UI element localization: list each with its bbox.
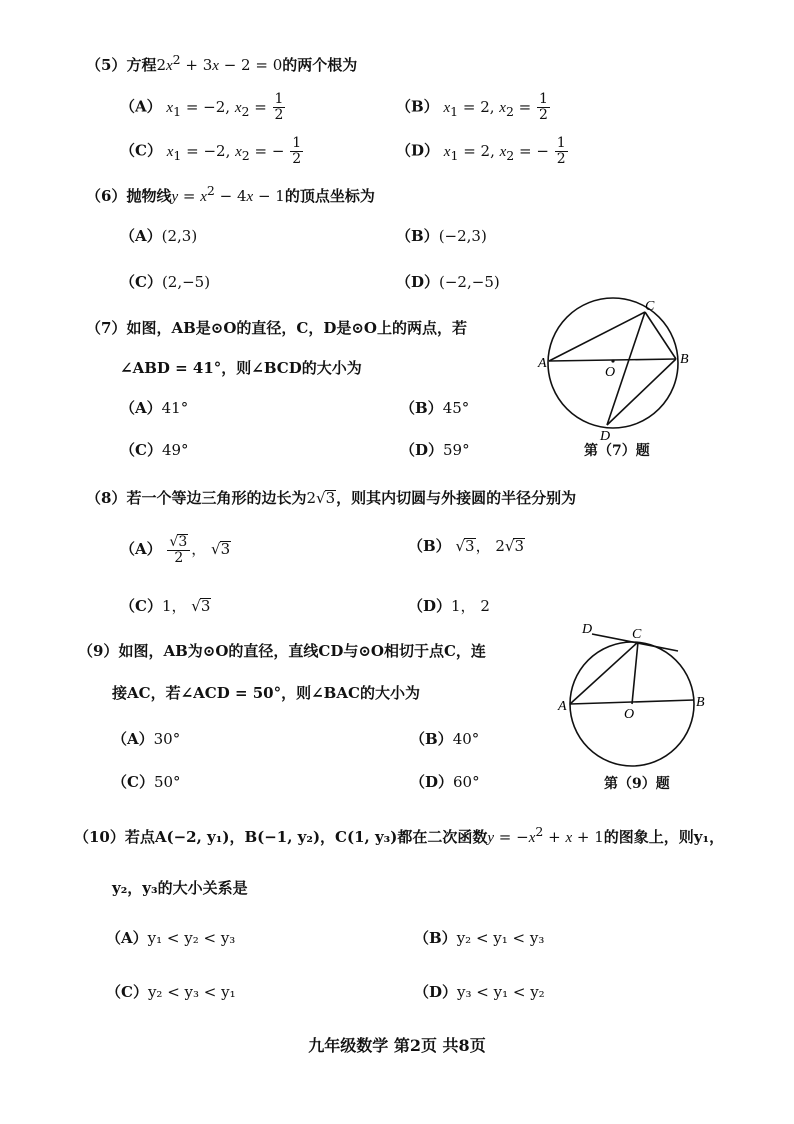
option-value: (−2,3) xyxy=(438,227,487,245)
option-value: $x_1 = -2$, $x_2$ = $\frac{1}{2}$ xyxy=(166,91,284,123)
option-label: （A） xyxy=(112,730,154,748)
page-footer: 九年级数学 第2页 共8页 xyxy=(308,1036,486,1055)
equation: $2x^2 + 3x - 2 = 0$ xyxy=(156,52,283,74)
q5-option-a[interactable] xyxy=(120,92,286,123)
label-a: A xyxy=(538,356,547,371)
label-b: B xyxy=(696,695,705,710)
segment-oc xyxy=(632,642,638,704)
question-number: （9） xyxy=(78,642,119,660)
q10-option-c[interactable] xyxy=(106,982,236,1002)
option-label: （C） xyxy=(120,597,162,615)
q6-option-b[interactable] xyxy=(396,226,487,246)
q9-option-a[interactable] xyxy=(112,729,180,749)
q6-option-c[interactable] xyxy=(120,272,210,292)
option-label: （D） xyxy=(410,773,454,791)
label-c: C xyxy=(632,627,642,642)
question-text: ，则其内切圆与外接圆的半径分别为 xyxy=(336,489,577,507)
q5-option-c[interactable] xyxy=(120,136,304,167)
question-9-line2 xyxy=(112,683,420,703)
option-value: (2,3) xyxy=(161,227,198,245)
question-number: （6） xyxy=(86,187,127,205)
label-b: B xyxy=(680,352,689,367)
q8-option-a[interactable] xyxy=(120,534,231,566)
q7-option-b[interactable] xyxy=(400,398,469,418)
option-value: $x_1 = 2$, $x_2$ = $\frac{1}{2}$ xyxy=(443,91,548,123)
figure-9 xyxy=(552,618,712,778)
option-label: （A） xyxy=(120,399,162,417)
option-label: （A） xyxy=(120,97,162,116)
option-value: 41° xyxy=(161,399,189,417)
segment-ac xyxy=(570,642,638,704)
center-point xyxy=(611,359,614,362)
q9-option-d[interactable] xyxy=(410,772,480,792)
question-10 xyxy=(74,822,724,848)
question-number: （5） xyxy=(86,56,127,74)
q10-option-a[interactable] xyxy=(106,928,235,948)
option-value: y₁ < y₂ < y₃ xyxy=(147,929,236,947)
q5-option-d[interactable] xyxy=(396,136,569,167)
option-label: （D） xyxy=(396,141,440,160)
option-label: （C） xyxy=(112,773,154,791)
option-label: （B） xyxy=(396,97,439,116)
option-value: $x_1 = -2$, $x_2$ = − $\frac{1}{2}$ xyxy=(166,135,302,167)
option-value: (2,−5) xyxy=(161,273,211,291)
question-number: （8） xyxy=(86,489,127,507)
option-label: （D） xyxy=(400,441,444,459)
question-7 xyxy=(86,318,467,338)
question-text: 接AC，若∠ACD = 50°，则∠BAC的大小为 xyxy=(112,684,420,702)
question-8 xyxy=(86,488,576,508)
q7-option-c[interactable] xyxy=(120,440,189,460)
q8-option-d[interactable] xyxy=(408,596,490,616)
q10-option-b[interactable] xyxy=(414,928,544,948)
option-label: （A） xyxy=(120,227,162,245)
q6-option-d[interactable] xyxy=(396,272,500,292)
option-label: （B） xyxy=(396,227,439,245)
option-label: （D） xyxy=(396,273,440,291)
option-label: （B） xyxy=(410,730,453,748)
question-10-line2 xyxy=(112,878,248,898)
question-text: 如图，AB为⊙O的直径，直线CD与⊙O相切于点C，连 xyxy=(118,642,486,660)
q9-option-b[interactable] xyxy=(410,729,479,749)
figure-9-caption: 第（9）题 xyxy=(604,776,670,792)
option-value-root: √3 xyxy=(186,597,211,615)
question-text: 的图象上，则y₁， xyxy=(603,828,725,846)
label-o: O xyxy=(624,707,635,722)
option-label: （A） xyxy=(106,929,148,947)
q6-option-a[interactable] xyxy=(120,226,197,246)
option-value: $\frac{√3}{2}$ ， √3 xyxy=(169,534,231,566)
question-5 xyxy=(86,50,357,76)
question-text: 若一个等边三角形的边长为 xyxy=(126,489,307,507)
q8-option-c[interactable] xyxy=(120,596,211,616)
q8-option-b[interactable] xyxy=(408,536,525,556)
option-value: 50° xyxy=(153,773,181,791)
option-label: （C） xyxy=(120,141,162,160)
question-text: 方程 xyxy=(126,56,157,74)
option-value: y₃ < y₁ < y₂ xyxy=(457,983,545,1001)
option-label: （B） xyxy=(400,399,443,417)
option-label: （C） xyxy=(120,273,162,291)
question-6 xyxy=(86,181,375,207)
option-label: （B） xyxy=(408,537,451,555)
option-value: 45° xyxy=(442,399,470,417)
question-text: y₂，y₃的大小关系是 xyxy=(112,879,248,897)
q7-option-d[interactable] xyxy=(400,440,470,460)
option-value: 1， 2 xyxy=(451,597,490,615)
label-a: A xyxy=(558,699,567,714)
question-text: 若点A(−2, y₁)，B(−1, y₂)，C(1, y₃)都在二次函数 xyxy=(124,828,488,846)
option-value: 60° xyxy=(453,773,480,791)
option-label: （B） xyxy=(414,929,457,947)
option-label: （D） xyxy=(414,983,458,1001)
question-number: （7） xyxy=(86,319,127,337)
label-c: C xyxy=(645,299,655,314)
question-number: （10） xyxy=(74,828,125,846)
option-label: （C） xyxy=(106,983,148,1001)
question-text: 抛物线 xyxy=(126,187,172,205)
label-d: D xyxy=(600,429,611,442)
equation: $y = x^2 - 4x - 1$ xyxy=(171,183,285,205)
label-o: O xyxy=(605,365,616,380)
option-value: √3， 2√3 xyxy=(455,537,524,555)
option-label: （D） xyxy=(408,597,452,615)
figure-7 xyxy=(535,297,695,442)
option-value: y₂ < y₃ < y₁ xyxy=(147,983,236,1001)
option-value: 30° xyxy=(153,730,181,748)
option-value: 49° xyxy=(161,441,189,459)
q9-option-c[interactable] xyxy=(112,772,181,792)
label-d: D xyxy=(582,622,593,637)
option-label: （A） xyxy=(120,540,162,558)
option-value: 1， xyxy=(161,597,187,615)
q7-option-a[interactable] xyxy=(120,398,188,418)
question-text: 的两个根为 xyxy=(282,56,358,74)
option-value: $x_1 = 2$, $x_2$ = − $\frac{1}{2}$ xyxy=(443,135,566,167)
equation: $y = -x^2 + x + 1$ xyxy=(487,824,604,846)
option-value: 59° xyxy=(443,441,470,459)
option-label: （C） xyxy=(120,441,162,459)
figure-7-caption: 第（7）题 xyxy=(584,443,650,459)
question-text: 的顶点坐标为 xyxy=(284,187,375,205)
side-length: 2√3 xyxy=(306,489,336,507)
question-9 xyxy=(78,641,486,661)
question-7-line2 xyxy=(120,358,362,378)
question-text: ∠ABD = 41°，则∠BCD的大小为 xyxy=(120,359,362,377)
question-text: 如图，AB是⊙O的直径，C，D是⊙O上的两点，若 xyxy=(126,319,467,337)
option-value: (−2,−5) xyxy=(439,273,500,291)
q10-option-d[interactable] xyxy=(414,982,545,1002)
option-value: y₂ < y₁ < y₃ xyxy=(456,929,545,947)
q5-option-b[interactable] xyxy=(396,92,551,123)
option-value: 40° xyxy=(452,730,480,748)
